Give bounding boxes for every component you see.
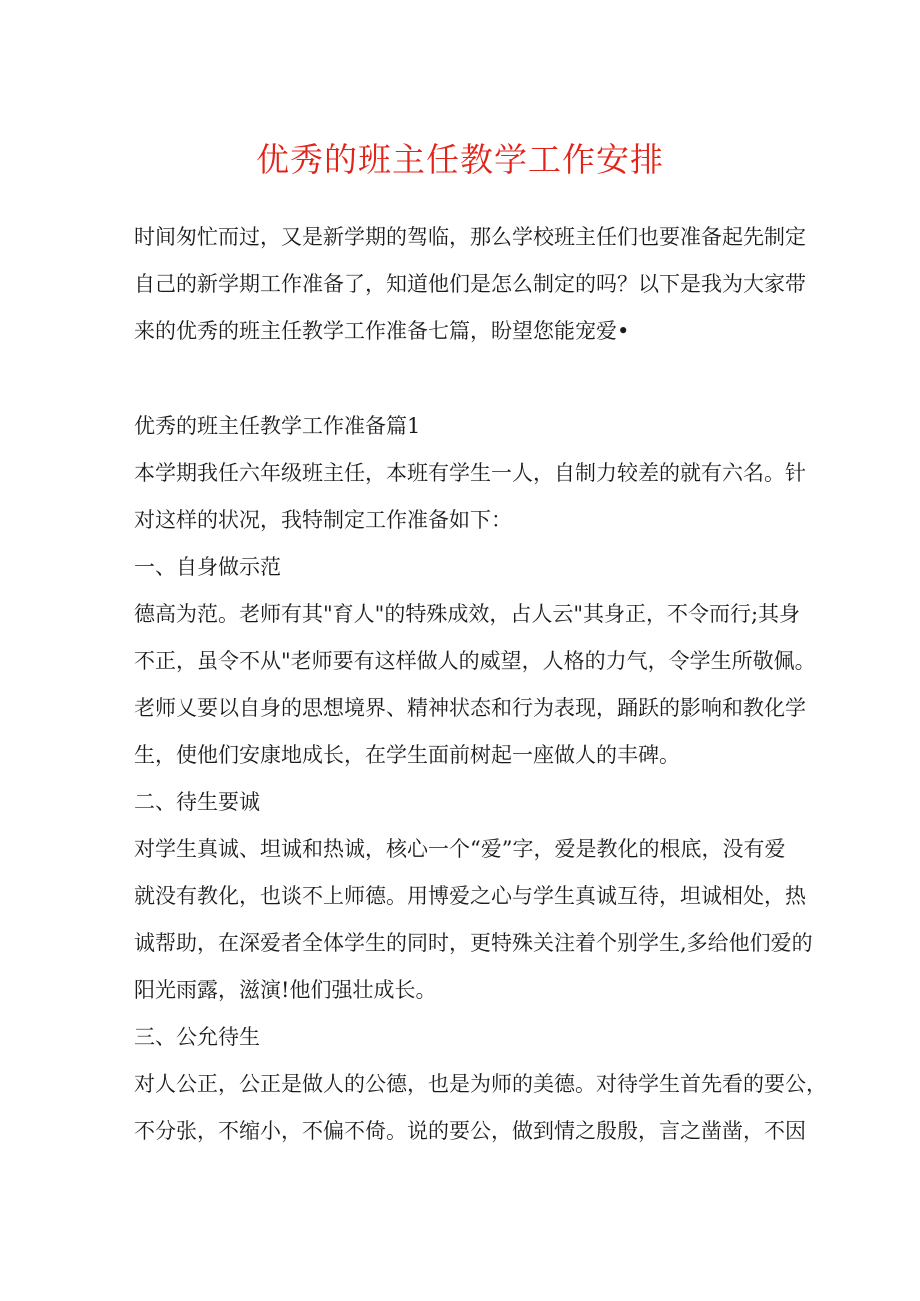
body-line: 德高为范。老师有其"育人"的特殊成效，占人云"其身正，不令而行;其身 [134,602,801,626]
subheading-2: 二、待生要诚 [134,790,260,814]
document-title: 优秀的班主任教学工作安排 [256,140,664,179]
body-line: 不正，虽令不从"老师要有这样做人的威望，人格的力气，令学生所敬佩。 [134,649,816,673]
intro-line: 自己的新学期工作准备了，知道他们是怎么制定的吗？以下是我为大家带 [134,272,806,296]
body-line: 本学期我任六年级班主任，本班有学生一人，自制力较差的就有六名。针 [134,461,806,485]
paragraph-spacer [134,355,794,403]
intro-line: 时间匆忙而过，又是新学期的驾临，那么学校班主任们也要准备起先制定 [134,225,806,249]
section-heading: 优秀的班主任教学工作准备篇1 [134,414,421,438]
body-line: 阳光雨露，滋演!他们强壮成长。 [134,978,437,1002]
body-line: 对人公正，公正是做人的公德，也是为师的美德。对待学生首先看的要公， [134,1072,827,1096]
body-line: 诚帮助，在深爱者全体学生的同时，更特殊关注着个别学生,多给他们爱的 [134,931,813,955]
body-line: 对这样的状况，我特制定工作准备如下： [134,508,512,532]
document-body [134,214,827,1155]
subheading-3: 三、公允待生 [134,1025,260,1049]
body-line: 对学生真诚、坦诚和热诚，核心一个“爱”字，爱是教化的根底，没有爱 [134,837,786,861]
intro-line: 来的优秀的班主任教学工作准备七篇，盼望您能宠爱• [134,319,630,343]
body-line: 老师乂要以自身的思想境界、精神状态和行为表现，踊跃的影响和教化学 [134,696,806,720]
body-line: 就没有教化，也谈不上师德。用博爱之心与学生真诚互待，坦诚相处，热 [134,884,806,908]
subheading-1: 一、自身做示范 [134,555,281,579]
body-line: 生，使他们安康地成长，在学生面前树起一座做人的丰碑。 [134,743,680,767]
body-line: 不分张，不缩小，不偏不倚。说的要公，做到情之殷殷，言之凿凿，不因 [134,1119,806,1143]
